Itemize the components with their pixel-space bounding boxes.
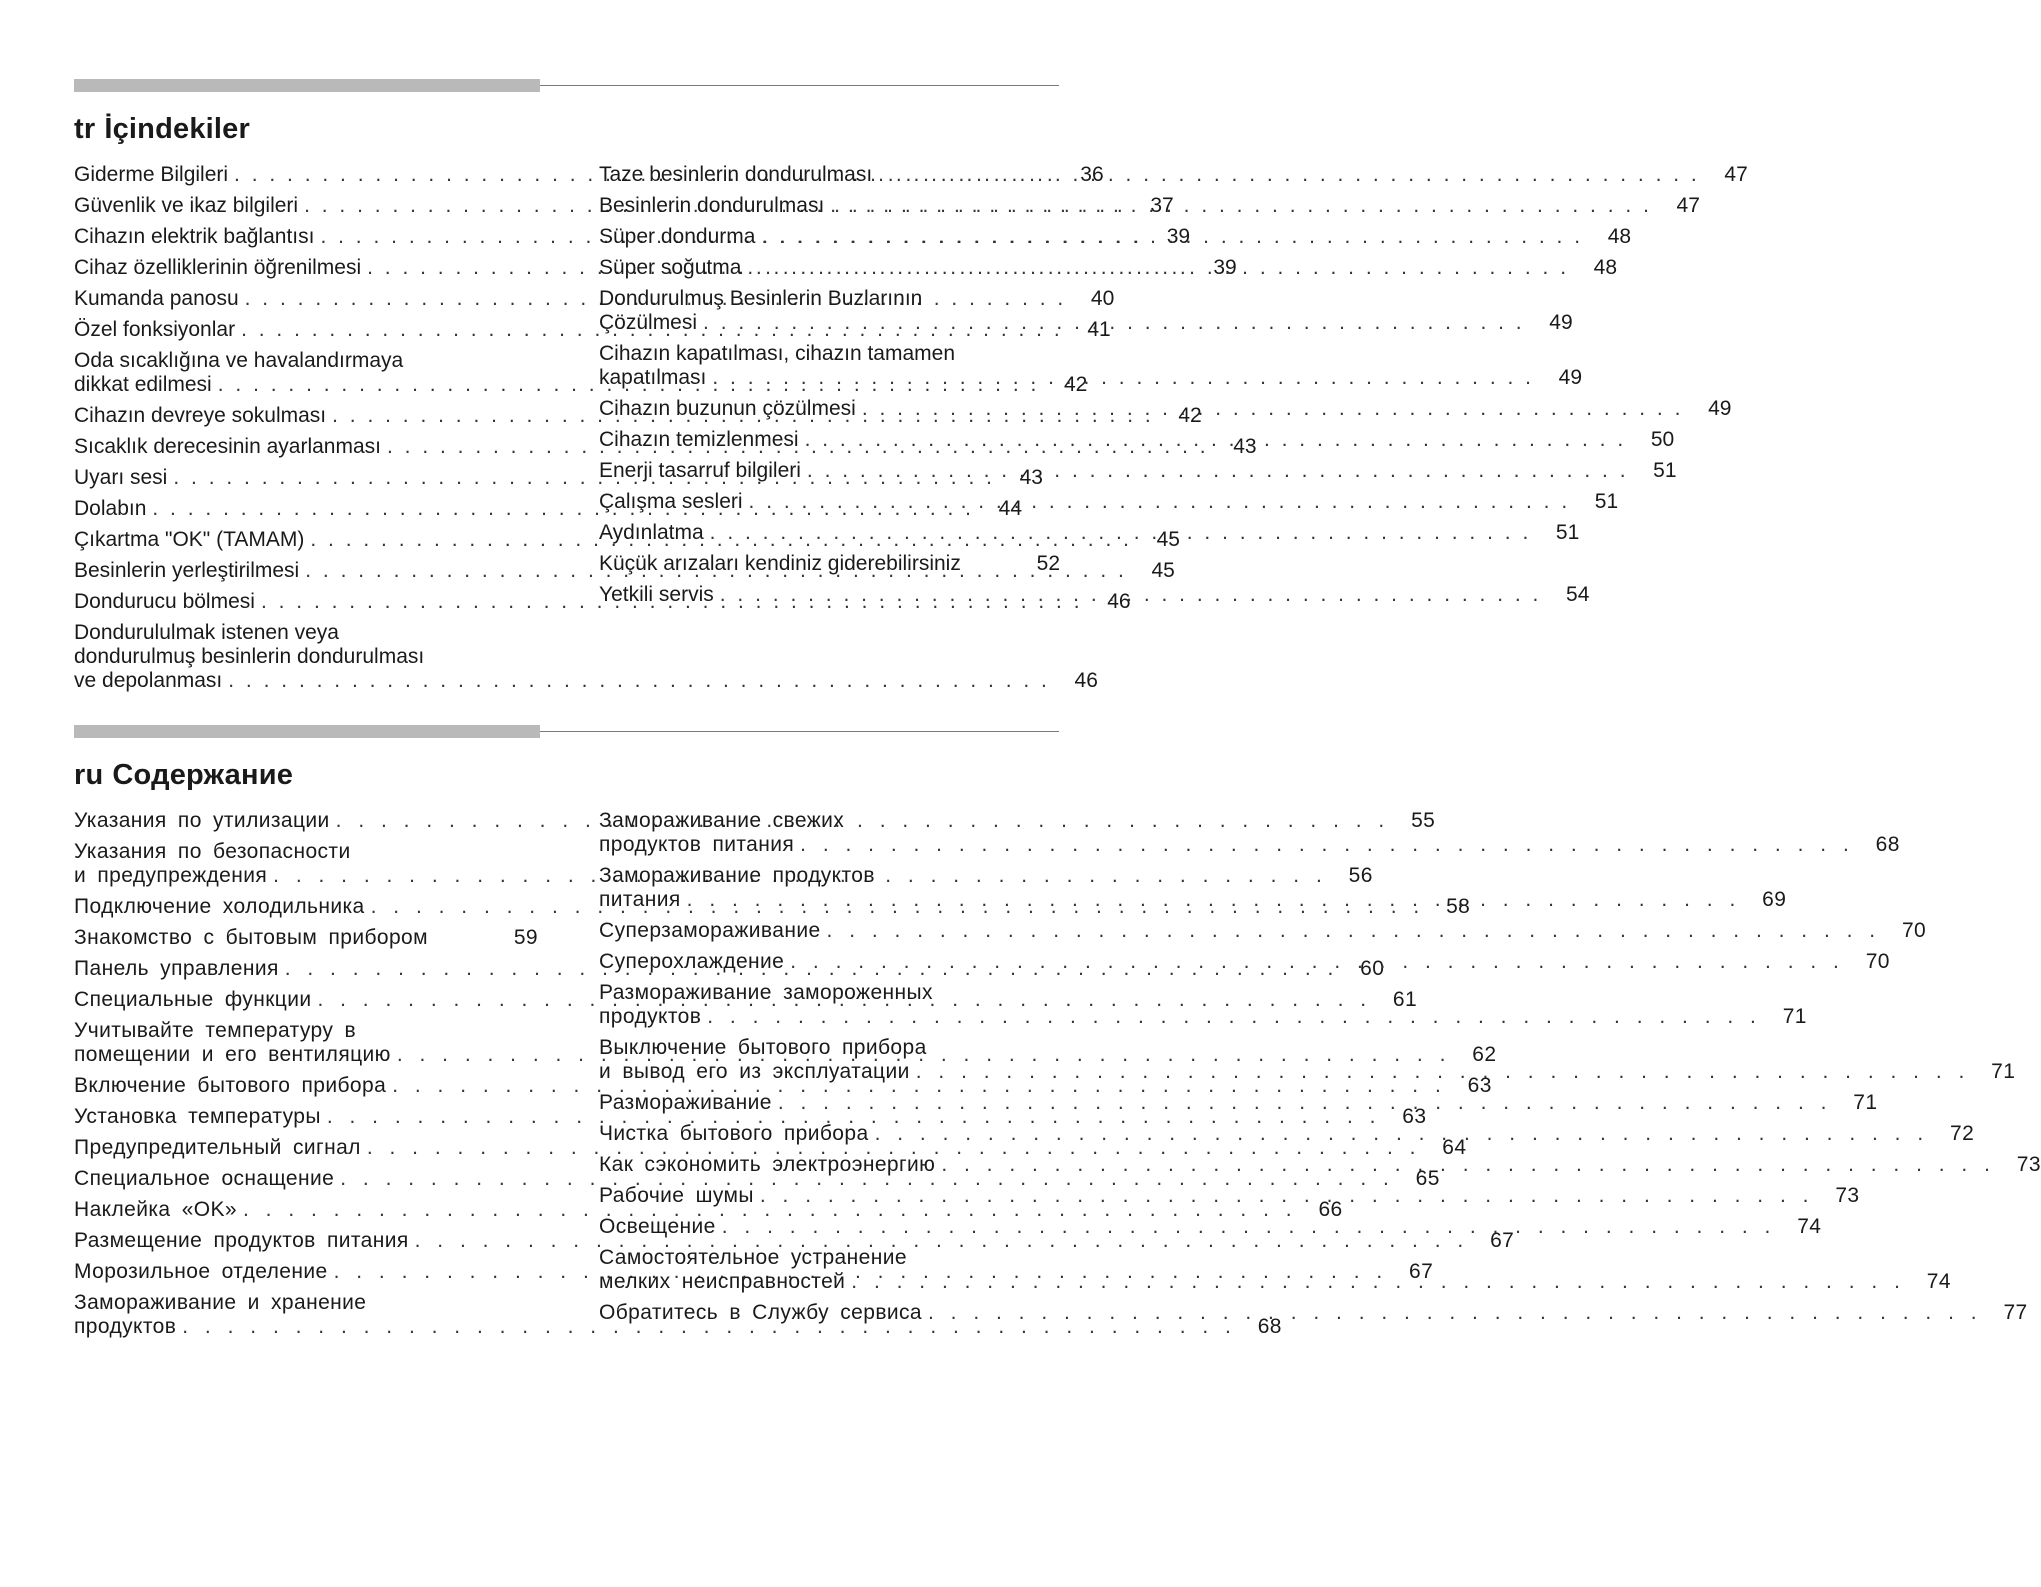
toc-page-number: 63	[1402, 1105, 1427, 1128]
toc-entry-title	[599, 342, 1534, 390]
toc-page-number: 64	[1442, 1136, 1467, 1159]
toc-entry-title	[74, 621, 1050, 693]
toc-page-number: 70	[1901, 919, 1927, 942]
toc-page-number: 59	[513, 926, 538, 949]
toc-page-number: 65	[1415, 1167, 1440, 1190]
toc-entry-line: Cihazın devreye sokulması	[74, 404, 327, 427]
dot-leader	[743, 490, 1571, 514]
toc-entry[interactable]	[599, 919, 1927, 943]
toc-entry-title	[599, 287, 1525, 335]
toc-entry-title	[599, 1153, 1993, 1177]
toc-entry-line: Освещение	[599, 1215, 716, 1238]
toc-entry[interactable]	[599, 1301, 2028, 1325]
toc-page-number: 67	[1490, 1229, 1515, 1252]
toc-entry-title	[599, 919, 1878, 943]
toc-entry-line: Специальные функции	[74, 988, 312, 1011]
section-title: Содержание	[112, 759, 294, 791]
toc-entry-title	[599, 490, 1570, 514]
dot-leader	[794, 833, 1852, 857]
toc-entry-line: Sıcaklık derecesinin ayarlanması	[74, 435, 381, 458]
dot-leader	[428, 926, 490, 950]
toc-entry-line: Суперохлаждение	[599, 950, 785, 973]
toc-entry-line: Enerji tasarruf bilgileri	[599, 459, 801, 482]
toc-page-number: 63	[1467, 1074, 1492, 1097]
toc-page-number: 71	[1782, 1005, 1807, 1028]
toc-page-number: 39	[1213, 256, 1237, 279]
toc-section-ru	[74, 725, 2041, 1338]
toc-entry-line: Выключение бытового прибора	[599, 1036, 927, 1059]
dot-leader	[784, 950, 1842, 974]
toc-entry-title	[599, 256, 1569, 280]
toc-entry[interactable]	[599, 490, 1619, 514]
toc-entry[interactable]	[599, 1122, 1975, 1146]
dot-leader	[716, 1215, 1774, 1239]
toc-page-number: 52	[1036, 552, 1060, 575]
toc-entry-line: Besinlerin yerleştirilmesi	[74, 559, 300, 582]
dot-leader	[772, 1091, 1830, 1115]
toc-entry-line: Aydınlatma	[599, 521, 704, 544]
dot-leader	[910, 1060, 1968, 1084]
toc-entry-line: продуктов	[74, 1315, 177, 1338]
toc-entry-line: Учитывайте температуру в	[74, 1019, 357, 1042]
toc-entry[interactable]	[74, 1198, 1343, 1222]
toc-page-number: 72	[1950, 1122, 1975, 1145]
toc-entry-title	[599, 225, 1583, 249]
toc-entry[interactable]	[74, 1105, 1427, 1129]
toc-entry-line: Özel fonksiyonlar	[74, 318, 236, 341]
toc-entry-line: Besinlerin dondurulması	[599, 194, 825, 217]
toc-entry-title	[599, 1122, 1926, 1146]
toc-entry[interactable]	[599, 1184, 1860, 1208]
toc-page-number: 44	[998, 497, 1022, 520]
toc-page-number: 42	[1178, 404, 1202, 427]
toc-page-number: 51	[1653, 459, 1677, 482]
toc-entry-title	[599, 428, 1626, 452]
toc-page-number: 50	[1650, 428, 1675, 451]
toc-entry-line: Dondurucu bölmesi	[74, 590, 255, 613]
toc-entry-line: Установка температуры	[74, 1105, 321, 1128]
toc-page-number: 49	[1558, 366, 1582, 389]
toc-entry-line: Cihazın elektrik bağlantısı	[74, 225, 315, 248]
toc-page-number: 37	[1150, 194, 1174, 217]
section-heading	[74, 753, 1059, 797]
toc-page-number: 46	[1074, 669, 1098, 692]
toc-entry-line: Giderme Bilgileri	[74, 163, 229, 186]
dot-leader	[741, 256, 1569, 280]
toc-entry[interactable]	[599, 1215, 1822, 1239]
toc-page-number: 71	[1991, 1060, 2016, 1083]
toc-page-number: 69	[1762, 888, 1787, 911]
toc-entry-line: Включение бытового прибора	[74, 1074, 387, 1097]
toc-entry-title	[599, 1301, 1980, 1325]
dot-leader	[754, 1184, 1812, 1208]
toc-entry-line: Указания по безопасности	[74, 840, 351, 863]
dot-leader	[704, 521, 1532, 545]
toc-entry[interactable]	[599, 459, 1677, 483]
toc-page-number: 67	[1409, 1260, 1434, 1283]
toc-entry-line: Küçük arızaları kendiniz giderebilirsiniz	[599, 552, 961, 575]
toc-entry-line: Самостоятельное устранение	[599, 1246, 907, 1269]
toc-entry-line: Чистка бытового прибора	[599, 1122, 869, 1145]
toc-entry-line: Kumanda panosu	[74, 287, 239, 310]
toc-entry-title	[599, 163, 1700, 187]
toc-entry-line: Подключение холодильника	[74, 895, 365, 918]
toc-entry-title	[599, 981, 1759, 1029]
toc-entry-line: Предупредительный сигнал	[74, 1136, 361, 1159]
toc-page-number: 74	[1926, 1270, 1951, 1293]
toc-entry-line: Замораживание продуктов	[599, 864, 875, 887]
toc-entry-line: помещении и его вентиляцию	[74, 1043, 391, 1066]
toc-entry-title	[599, 1036, 1967, 1084]
toc-entry-line: Как сэкономить электроэнергию	[599, 1153, 936, 1176]
toc-page-number: 46	[1107, 590, 1131, 613]
dot-leader	[935, 1153, 1993, 1177]
toc-entry-line: Знакомство с бытовым прибором	[74, 926, 428, 949]
dot-leader	[681, 888, 1739, 912]
toc-entry-line: Çıkartma "OK" (TAMAM)	[74, 528, 305, 551]
toc-entry[interactable]	[74, 1229, 1515, 1253]
toc-page-number: 51	[1594, 490, 1619, 513]
toc-entry-title	[599, 864, 1738, 912]
toc-page-number: 41	[1087, 318, 1111, 341]
toc-entry-title	[599, 950, 1842, 974]
toc-entry-line: Oda sıcaklığına ve havalandırmaya	[74, 349, 404, 372]
toc-page-number: 56	[1348, 864, 1373, 887]
toc-page-number: 45	[1151, 559, 1175, 582]
toc-entry-title	[599, 521, 1531, 545]
toc-entry-line: Dolabın	[74, 497, 147, 520]
dot-leader	[824, 194, 1652, 218]
toc-page-number: 47	[1724, 163, 1748, 186]
dot-leader	[222, 669, 1050, 693]
dot-leader	[697, 311, 1525, 335]
toc-entry[interactable]	[74, 1167, 1440, 1191]
toc-entry-line: Морозильное отделение	[74, 1260, 328, 1283]
toc-page-number: 60	[1360, 957, 1385, 980]
toc-entry-line: Yetkili servis	[599, 583, 714, 606]
dot-leader	[755, 225, 1583, 249]
toc-section-tr	[74, 79, 1748, 692]
section-divider	[74, 79, 1059, 93]
toc-page-number: 70	[1865, 950, 1890, 973]
toc-entry-line: Cihazın temizlenmesi	[599, 428, 799, 451]
toc-entry-line: и вывод его из эксплуатации	[599, 1060, 910, 1083]
toc-page-number: 68	[1257, 1315, 1282, 1338]
dot-leader	[869, 1122, 1927, 1146]
section-title: İçindekiler	[104, 113, 251, 145]
toc-entry-title	[599, 1184, 1811, 1208]
toc-page-number: 49	[1708, 397, 1732, 420]
toc-page-number: 55	[1411, 809, 1436, 832]
toc-entry-line: Указания по утилизации	[74, 809, 330, 832]
dot-leader	[961, 552, 1012, 576]
toc-entry-line: Специальное оснащение	[74, 1167, 335, 1190]
language-code: ru	[74, 759, 104, 791]
dot-leader	[922, 1301, 1980, 1325]
toc-page-number: 73	[1835, 1184, 1860, 1207]
toc-entry-line: ve depolanması	[74, 669, 223, 692]
toc-page-number: 51	[1555, 521, 1580, 544]
toc-entry-line: Uyarı sesi	[74, 466, 168, 489]
section-divider	[74, 725, 1059, 739]
toc-entry-line: Çalışma sesleri	[599, 490, 743, 513]
toc-entry-line: Dondurululmak istenen veya	[74, 621, 339, 644]
toc-entry-line: Cihaz özelliklerinin öğrenilmesi	[74, 256, 362, 279]
toc-page-number: 61	[1392, 988, 1418, 1011]
toc-entry[interactable]	[599, 1153, 2041, 1177]
toc-entry-line: Панель управления	[74, 957, 279, 980]
toc-page-number: 54	[1566, 583, 1590, 606]
toc-entry[interactable]	[74, 926, 538, 950]
toc-entry[interactable]	[74, 1074, 1492, 1098]
toc-page-number: 36	[1080, 163, 1104, 186]
toc-page-number: 71	[1853, 1091, 1878, 1114]
toc-entry[interactable]	[599, 1091, 1878, 1115]
toc-entry-line: dikkat edilmesi	[74, 373, 212, 396]
toc-page-number: 42	[1063, 373, 1088, 396]
toc-page-number: 68	[1875, 833, 1900, 856]
dot-leader	[821, 919, 1879, 943]
toc-entry-line: мелких неисправностей	[599, 1270, 846, 1293]
dot-leader	[799, 428, 1627, 452]
toc-entry-line: kapatılması	[599, 366, 707, 389]
toc-entry-line: Размораживание	[599, 1091, 772, 1114]
toc-page-number: 43	[1019, 466, 1043, 489]
toc-entry-line: Çözülmesi	[599, 311, 698, 334]
toc-entry-line: Taze besinlerin dondurulması	[599, 163, 873, 186]
toc-page-number: 39	[1166, 225, 1191, 248]
toc-entry-title	[599, 1215, 1773, 1239]
toc-entry-title	[599, 809, 1852, 857]
toc-entry-line: Dondurulmuş Besinlerin Buzlarının	[599, 287, 923, 310]
toc-entry-line: Süper soğutma	[599, 256, 742, 279]
toc-page-number: 43	[1233, 435, 1257, 458]
toc-entry-line: Наклейка «OK»	[74, 1198, 237, 1221]
toc-page-number: 66	[1318, 1198, 1343, 1221]
toc-entry-title	[599, 194, 1652, 218]
dot-leader	[701, 1005, 1759, 1029]
toc-entry-line: Размораживание замороженных	[599, 981, 933, 1004]
toc-page-number: 48	[1607, 225, 1632, 248]
toc-entry-line: и предупреждения	[74, 864, 268, 887]
toc-page-number: 45	[1156, 528, 1180, 551]
dot-leader	[801, 459, 1629, 483]
toc-page-number: 49	[1549, 311, 1573, 334]
dot-leader	[872, 163, 1700, 187]
dot-leader	[714, 583, 1542, 607]
toc-entry-title	[599, 459, 1629, 483]
toc-entry-line: dondurulmuş besinlerin dondurulması	[74, 645, 425, 668]
toc-page-number: 74	[1797, 1215, 1822, 1238]
toc-entry[interactable]	[599, 552, 1060, 576]
toc-entry-title	[74, 926, 490, 950]
toc-entry-line: Рабочие шумы	[599, 1184, 754, 1207]
toc-entry-line: питания	[599, 888, 681, 911]
toc-entry-title	[599, 1246, 1903, 1294]
toc-entry-line: продуктов	[599, 1005, 702, 1028]
toc-entry-line: Cihazın kapatılması, cihazın tamamen	[599, 342, 955, 365]
toc-page-number: 77	[2003, 1301, 2028, 1324]
toc-entry-line: Cihazın buzunun çözülmesi	[599, 397, 856, 420]
toc-entry-line: Замораживание и хранение	[74, 1291, 367, 1314]
toc-page-number: 47	[1676, 194, 1700, 217]
toc-entry-title	[599, 583, 1541, 607]
dot-leader	[845, 1270, 1903, 1294]
section-heading	[74, 107, 1059, 151]
toc-page-number: 58	[1446, 895, 1471, 918]
toc-entry-line: Суперзамораживание	[599, 919, 821, 942]
toc-entry-line: Обратитесь в Службу сервиса	[599, 1301, 922, 1324]
toc-entry-title	[599, 397, 1683, 421]
toc-entry-title	[599, 552, 1012, 576]
language-code: tr	[74, 113, 96, 145]
toc-page-number: 40	[1090, 287, 1115, 310]
toc-entry[interactable]	[74, 621, 1098, 693]
toc-page-number: 62	[1472, 1043, 1497, 1066]
toc-entry-line: Размещение продуктов питания	[74, 1229, 409, 1252]
toc-entry-line: продуктов питания	[599, 833, 795, 856]
toc-page-number: 73	[2016, 1153, 2041, 1176]
toc-entry-line: Süper dondurma	[599, 225, 756, 248]
toc-entry-line: Замораживание свежих	[599, 809, 845, 832]
toc-entry-line: Güvenlik ve ikaz bilgileri	[74, 194, 299, 217]
toc-entry[interactable]	[74, 1136, 1467, 1160]
toc-page-number: 48	[1593, 256, 1618, 279]
toc-entry-title	[599, 1091, 1829, 1115]
dot-leader	[856, 397, 1684, 421]
dot-leader	[706, 366, 1534, 390]
